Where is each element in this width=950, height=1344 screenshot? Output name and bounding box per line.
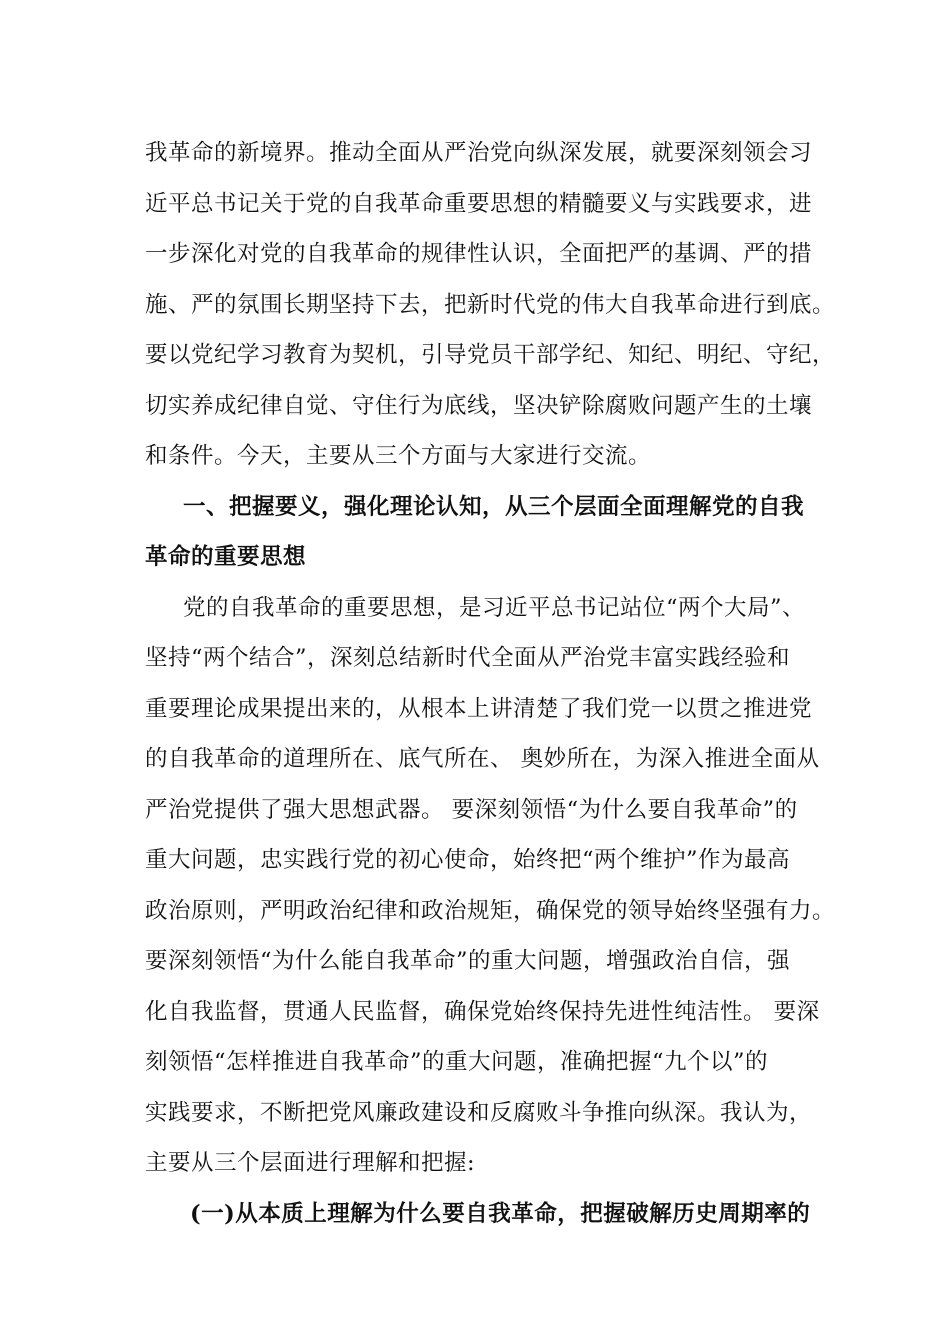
text-line: 的自我革命的道理所在、底气所在、 奥妙所在，为深入推进全面从	[145, 746, 820, 772]
text-line: 要深刻领悟“为什么能自我革命”的重大问题，增强政治自信，强	[145, 948, 791, 974]
text-line: 施、严的氛围长期坚持下去，把新时代党的伟大自我革命进行到底。	[145, 291, 836, 318]
subsection-heading: (一)从本质上理解为什么要自我革命，把握破解历史周期率的	[190, 1200, 811, 1227]
text-line: 实践要求，不断把党风廉政建设和反腐败斗争推向纵深。我认为，	[145, 1099, 813, 1126]
section-heading: 一、把握要义，强化理论认知，从三个层面全面理解党的自我	[183, 493, 805, 520]
text-line: 坚持“两个结合”，深刻总结新时代全面从严治党丰富实践经验和	[145, 645, 791, 671]
text-line: 一步深化对党的自我革命的规律性认识，全面把严的基调、严的措	[145, 241, 813, 267]
text-line: 化自我监督，贯通人民监督，确保党始终保持先进性纯洁性。 要深	[145, 998, 820, 1025]
document-page	[145, 130, 836, 1241]
text-line: 严治党提供了强大思想武器。 要深刻领悟“为什么要自我革命”的	[145, 796, 798, 823]
text-line: 我革命的新境界。推动全面从严治党向纵深发展，就要深刻领会习	[145, 140, 813, 166]
text-line: 重大问题，忠实践行党的初心使命，始终把“两个维护”作为最高	[145, 847, 791, 873]
text-line: 主要从三个层面进行理解和把握:	[145, 1150, 476, 1176]
text-line: 要以党纪学习教育为契机，引导党员干部学纪、知纪、明纪、守纪，	[145, 342, 836, 368]
text-line: 重要理论成果提出来的，从根本上讲清楚了我们党一以贯之推进党	[145, 695, 813, 722]
text-line: 切实养成纪律自觉、守住行为底线，坚决铲除腐败问题产生的土壤	[145, 392, 813, 419]
text-line: 和条件。今天，主要从三个方面与大家进行交流。	[145, 443, 652, 469]
text-line: 近平总书记关于党的自我革命重要思想的精髓要义与实践要求，进	[145, 190, 813, 217]
section-heading-continued: 革命的重要思想	[145, 544, 307, 570]
text-line: 刻领悟“怎样推进自我革命”的重大问题，准确把握“九个以”的	[145, 1049, 769, 1075]
text-line: 党的自我革命的重要思想，是习近平总书记站位“两个大局”、	[183, 594, 806, 621]
text-line: 政治原则，严明政治纪律和政治规矩，确保党的领导始终坚强有力。	[145, 897, 836, 924]
